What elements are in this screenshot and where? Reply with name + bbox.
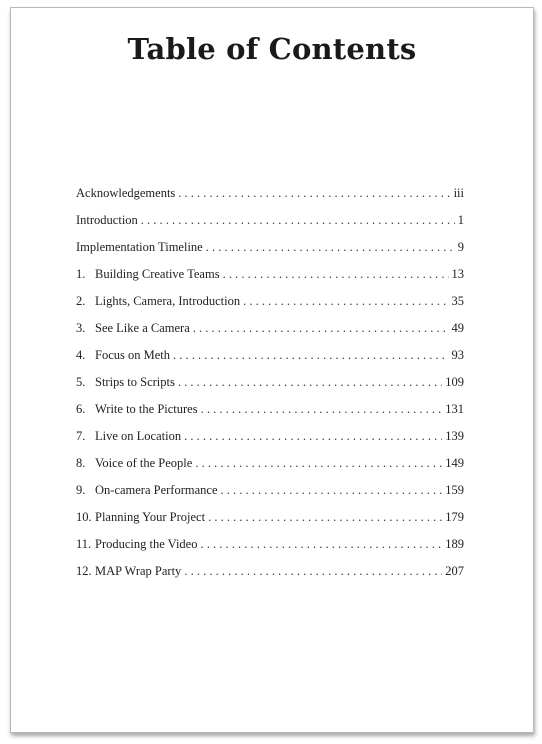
- chapter-number: 5.: [76, 375, 86, 389]
- dot-leader: [223, 267, 449, 282]
- chapter-number: 1.: [76, 267, 86, 281]
- toc-entry: [76, 402, 464, 429]
- toc-page-number: 35: [451, 294, 464, 308]
- toc-entry-title: MAP Wrap Party: [95, 564, 182, 578]
- toc-page-number: 131: [445, 402, 464, 416]
- toc-entry-title: Producing the Video: [95, 537, 198, 551]
- toc-entry-title: Write to the Pictures: [95, 402, 198, 416]
- toc-page-number: 159: [445, 483, 464, 497]
- dot-leader: [206, 240, 455, 255]
- toc-entry-title: Introduction: [76, 213, 138, 227]
- toc-entry: [76, 294, 464, 321]
- toc-entry: [76, 348, 464, 375]
- toc-entry-title: Implementation Timeline: [76, 240, 203, 254]
- dot-leader: [221, 483, 443, 498]
- toc-page-number: 189: [445, 537, 464, 551]
- toc-entry-title: Building Creative Teams: [95, 267, 220, 281]
- dot-leader: [193, 321, 449, 336]
- chapter-number: 2.: [76, 294, 86, 308]
- page-title: Table of Contents: [127, 32, 417, 66]
- toc-page-number: 139: [445, 429, 464, 443]
- toc-page-number: 109: [445, 375, 464, 389]
- dot-leader: [200, 537, 442, 552]
- toc-entry: [76, 456, 464, 483]
- toc-page-number: 207: [445, 564, 464, 578]
- document-page: [10, 7, 534, 733]
- dot-leader: [173, 348, 449, 363]
- chapter-number: 10.: [76, 510, 92, 524]
- toc-entry: [76, 321, 464, 348]
- dot-leader: [184, 564, 442, 579]
- dot-leader: [141, 213, 455, 228]
- toc-entry: [76, 564, 464, 591]
- chapter-number: 3.: [76, 321, 86, 335]
- toc-entry-title: Live on Location: [95, 429, 182, 443]
- toc-entry: [76, 186, 464, 213]
- toc-page-number: 93: [451, 348, 464, 362]
- toc-entry: [76, 429, 464, 456]
- toc-page-number: 149: [445, 456, 464, 470]
- toc-entry-title: Lights, Camera, Introduction: [95, 294, 241, 308]
- dot-leader: [195, 456, 442, 471]
- dot-leader: [208, 510, 442, 525]
- toc-entry: [76, 510, 464, 537]
- toc-page-number: 49: [451, 321, 464, 335]
- toc-entry-title: See Like a Camera: [95, 321, 190, 335]
- toc-entry-title: Planning Your Project: [95, 510, 206, 524]
- chapter-number: 6.: [76, 402, 86, 416]
- toc-page-number: iii: [453, 186, 464, 200]
- chapter-number: 9.: [76, 483, 86, 497]
- table-of-contents: [76, 186, 464, 591]
- toc-entry: [76, 240, 464, 267]
- dot-leader: [178, 375, 442, 390]
- chapter-number: 4.: [76, 348, 86, 362]
- toc-page-number: 179: [445, 510, 464, 524]
- chapter-number: 8.: [76, 456, 86, 470]
- toc-entry-title: On-camera Performance: [95, 483, 218, 497]
- toc-entry: [76, 213, 464, 240]
- toc-page-number: 1: [457, 213, 464, 227]
- dot-leader: [201, 402, 443, 417]
- toc-entry-title: Focus on Meth: [95, 348, 170, 362]
- toc-entry-title: Voice of the People: [95, 456, 193, 470]
- chapter-number: 11.: [76, 537, 92, 551]
- chapter-number: 7.: [76, 429, 86, 443]
- toc-entry-title: Strips to Scripts: [95, 375, 175, 389]
- dot-leader: [243, 294, 448, 309]
- toc-entry: [76, 483, 464, 510]
- toc-entry-title: Acknowledgements: [76, 186, 176, 200]
- toc-page-number: 13: [451, 267, 464, 281]
- toc-page-number: 9: [457, 240, 464, 254]
- dot-leader: [178, 186, 450, 201]
- dot-leader: [184, 429, 442, 444]
- chapter-number: 12.: [76, 564, 92, 578]
- toc-entry: [76, 537, 464, 564]
- toc-entry: [76, 375, 464, 402]
- toc-entry: [76, 267, 464, 294]
